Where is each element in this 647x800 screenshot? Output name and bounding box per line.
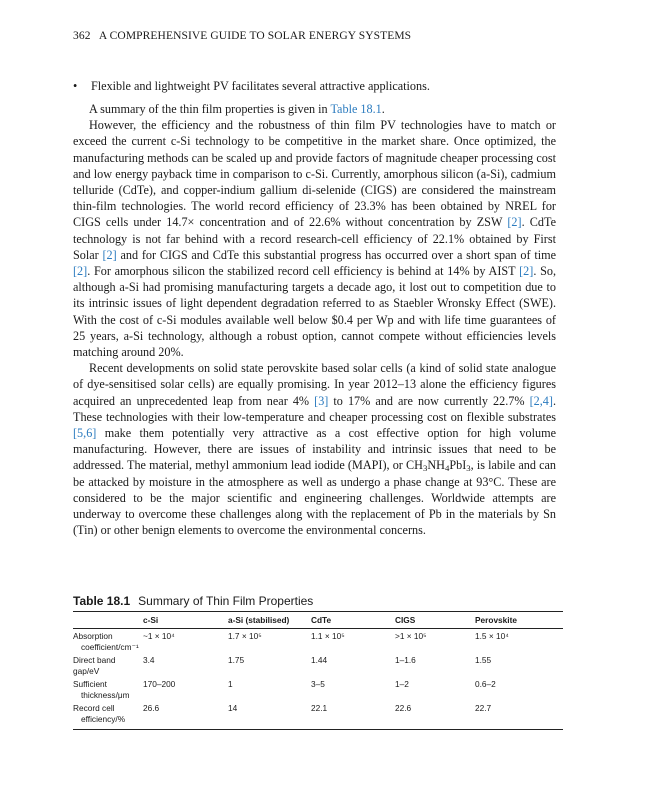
paragraph-2-text-d: . For amorphous silicon the stabilized record cell efficiency is behind at 14% by AIST bbox=[87, 264, 520, 279]
paragraph-3-text-d: make them potentially very attractive as a cost effective option for high volume manufacturing. However, there are issues of instability and intrinsic issues that need to be addressed. The material, methyl ammonium lead iodide (MAPI), or CH bbox=[73, 426, 556, 473]
citation-link[interactable]: [2,4] bbox=[529, 393, 553, 408]
table-cell: 1–2 bbox=[395, 679, 409, 689]
formula-subscript: 3 bbox=[466, 463, 471, 474]
citation-link[interactable]: [2] bbox=[519, 264, 534, 279]
row-label-line: efficiency/% bbox=[81, 714, 126, 724]
table-cell: 22.6 bbox=[395, 701, 475, 730]
properties-table bbox=[73, 611, 563, 730]
table-cell: 3–5 bbox=[311, 679, 325, 689]
row-label-line: coefficient/cm⁻¹ bbox=[81, 642, 139, 652]
row-label-line: thickness/μm bbox=[81, 690, 130, 700]
table-label: Table 18.1 bbox=[73, 594, 131, 608]
table-cell: 1.5 × 10⁴ bbox=[475, 631, 509, 641]
table-cell: 1 bbox=[228, 679, 233, 689]
paragraph-2 bbox=[73, 117, 556, 360]
paragraph-3-text-c: . These technologies with their low-temperature and cheaper processing cost on flexible substrates bbox=[73, 393, 556, 424]
table-cell: 26.6 bbox=[143, 701, 228, 730]
table-cell: 3.4 bbox=[143, 655, 155, 665]
table-row bbox=[73, 677, 563, 701]
table-cell: ~1 × 10⁴ bbox=[143, 631, 175, 641]
table-row bbox=[73, 653, 563, 677]
bullet-symbol: • bbox=[73, 79, 78, 93]
paragraph-1-text: A summary of the thin film properties is given in bbox=[89, 102, 331, 116]
paragraph-2-text-c: and for CIGS and CdTe this substantial progress has occurred over a short span of time bbox=[116, 247, 556, 262]
citation-link[interactable]: [2] bbox=[102, 247, 117, 262]
row-label-line: Record cell bbox=[73, 703, 115, 713]
citation-link[interactable]: [3] bbox=[314, 393, 329, 408]
column-header: Perovskite bbox=[475, 612, 563, 629]
formula-subscript: 3 bbox=[422, 463, 428, 474]
running-head bbox=[73, 30, 411, 42]
bullet-text: Flexible and lightweight PV facilitates several attractive applications. bbox=[91, 79, 430, 93]
formula-part: PbI bbox=[449, 458, 467, 473]
table-block bbox=[73, 594, 563, 730]
bullet-item bbox=[73, 78, 563, 95]
paragraph-1 bbox=[73, 101, 556, 117]
row-label bbox=[73, 629, 143, 654]
column-header: CdTe bbox=[311, 612, 395, 629]
paragraph-3-text-b: to 17% and are now currently 22.7% bbox=[328, 393, 530, 408]
table-cell: 1–1.6 bbox=[395, 655, 416, 665]
paragraph-1-end: . bbox=[381, 102, 385, 116]
citation-link[interactable]: [2] bbox=[73, 264, 88, 279]
row-label-line: Sufficient bbox=[73, 679, 107, 689]
paragraph-3-text-a: Recent developments on solid state perovskite based solar cells (a kind of solid state analogue of dye-sensitised solar cells) are equally promising. In year 2012–13 alone the efficiency figures acquired an unprecedented leap from near 4% bbox=[73, 361, 556, 408]
column-header: c-Si bbox=[143, 612, 228, 629]
row-label-line: Absorption bbox=[73, 631, 113, 641]
book-title: A COMPREHENSIVE GUIDE TO SOLAR ENERGY SYSTEMS bbox=[98, 30, 412, 42]
paragraph-2-text-b: . CdTe technology is not far behind with a record research-cell efficiency of 22.1% obtained by First Solar bbox=[73, 215, 556, 262]
paragraph-3 bbox=[73, 360, 556, 538]
table-link[interactable]: Table 18.1 bbox=[330, 102, 382, 116]
table-cell: 0.6–2 bbox=[475, 679, 496, 689]
table-caption bbox=[73, 594, 563, 609]
column-header bbox=[73, 612, 143, 629]
column-header: CIGS bbox=[395, 612, 475, 629]
paragraph-2-text-e: . So, although a-Si had promising manufacturing targets a decade ago, it lost out to competition due to its intrinsic issues of light dependent degradation referred to as Staebler Wronsky Effect (SWE). With the cost of c-Si modules available well below $0.4 per Wp and with life time guarantees of 25 years, a-Si technology, although a robust option, cannot compete without efficiencies levels matching around 20%. bbox=[73, 264, 557, 360]
row-label bbox=[73, 653, 143, 677]
paragraph-2-text-a: However, the efficiency and the robustness of thin film PV technologies have to match or exceed the current c-Si technology to be competitive in the market share. Once optimized, the manufacturing methods can be scaled up and provide factors of magnitude cheaper processing cost and low energy payback time in comparison to c-Si. Currently, amorphous silicon (a-Si), cadmium telluride (CdTe), and copper-indium gallium di-selenide (CIGS) are considered the mainstream thin-film technologies. The world record efficiency of 23.3% has been obtained by NREL for CIGS cells under 14.7× concentration and of 22.6% without concentration by ZSW bbox=[73, 118, 556, 230]
table-cell: 1.55 bbox=[475, 655, 492, 665]
row-label bbox=[73, 677, 143, 701]
table-cell: 170–200 bbox=[143, 679, 176, 689]
row-label bbox=[73, 701, 143, 730]
table-row bbox=[73, 701, 563, 730]
citation-link[interactable]: [5,6] bbox=[73, 426, 97, 441]
table-cell: 1.7 × 10⁵ bbox=[228, 631, 262, 641]
table-row bbox=[73, 629, 563, 654]
table-cell: >1 × 10⁵ bbox=[395, 631, 427, 641]
table-header-row bbox=[73, 612, 563, 629]
citation-link[interactable]: [2] bbox=[507, 215, 522, 230]
table-title: Summary of Thin Film Properties bbox=[138, 594, 314, 608]
column-header: a-Si (stabilised) bbox=[228, 612, 311, 629]
table-cell: 22.7 bbox=[475, 701, 563, 730]
row-label-line: Direct band gap/eV bbox=[73, 655, 116, 676]
page-number: 362 bbox=[73, 30, 91, 42]
table-cell: 1.1 × 10⁵ bbox=[311, 631, 345, 641]
table-cell: 1.44 bbox=[311, 655, 328, 665]
table-cell: 22.1 bbox=[311, 701, 395, 730]
table-cell: 1.75 bbox=[228, 655, 245, 665]
paragraph-3-text-e: , is labile and can be attacked by moisture in the atmosphere as well as undergo a phase change at 93°C. These are considered to be the major scientific and engineering challenges. Worldwide attempts are underway to overcome these challenges along with the replacement of Pb in the materials by Sn (Tin) or other benign elements to overcome the environmental concerns. bbox=[73, 458, 556, 538]
formula-part: NH bbox=[427, 458, 445, 473]
formula-subscript: 4 bbox=[444, 463, 450, 474]
table-cell: 14 bbox=[228, 701, 311, 730]
body-text bbox=[73, 101, 556, 538]
